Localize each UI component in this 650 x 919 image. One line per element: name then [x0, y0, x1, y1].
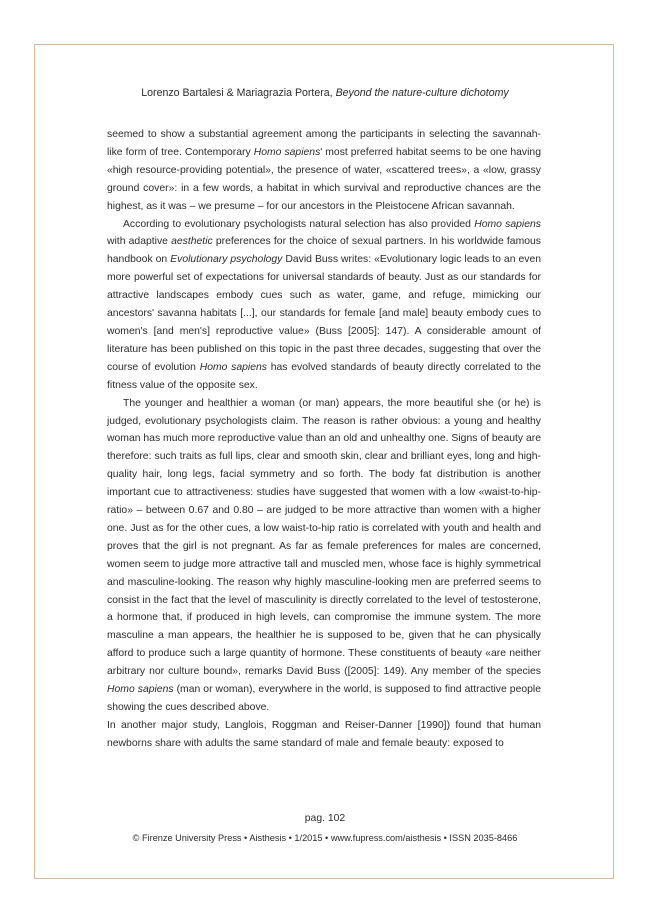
text-run: seemed to show a substantial agreement among the participants in selecting the savannah-like form of tree. Contemporary [107, 129, 541, 158]
italic-run: aesthetic [171, 236, 213, 248]
italic-run: Homo sapiens [107, 684, 174, 696]
italic-run: Evolutionary psychology [170, 254, 283, 266]
page-number: pag. 102 [304, 813, 346, 824]
text-run: with adaptive [107, 236, 172, 248]
journal-footer: © Firenze University Press • Aisthesis • 1/2015 • www.fupress.com/aisthesis • ISSN 2035-8466 [132, 833, 518, 843]
text-run: According to evolutionary psychologists natural selection has also provided [123, 218, 475, 230]
text-run: The younger and healthier a woman (or man) appears, the more beautiful she (or he) is judged, evolutionary psychologists claim. The reason is rather obvious: a young and healthy woman has much more reproductive value than an old and unhealthy one. Signs of beauty are therefore: such traits as full lips, clear and smooth skin, clear and brilliant eyes, long and high-quality hair, long legs, facial symmetry and so forth. The body fat distribution is another important cue to attractiveness: studies have suggested that women with a low «waist-to-hip-ratio» – between 0.67 and 0.80 – are judged to be more attractive than women with a higher one. Just as for the other cues, a low waist-to-hip ratio is correlated with youth and health and proves that the girl is not pregnant. As far as female preferences for males are concerned, women seem to judge more attractive tall and muscled men, whose face is highly symmetrical and masculine-looking. The reason why highly masculine-looking men are preferred seems to consist in the fact that the level of masculinity is directly correlated to the level of testosterone, a hormone that, if produced in high levels, can compromise the immune system. The more masculine a man appears, the healthier he is supposed to be, given that he can physically afford to produce such a large quantity of hormone. These constituents of beauty «are neither arbitrary nor culture bound», remarks David Buss ([2005]: 149). Any member of the species [107, 397, 541, 678]
text-run: David Buss writes: «Evolutionary logic leads to an even more powerful set of expectations for universal standards of beauty. Just as our standards for attractive landscapes embody cues such as water, game, and refuge, mimicking our ancestors' savanna habitats [...], our standards for female [and male] beauty embody cues to women's [and men's] reproductive value» (Buss [2005]: 147). A considerable amount of literature has been published on this topic in the past three decades, suggesting that over the course of evolution [107, 254, 541, 373]
running-header [0, 86, 650, 100]
text-run: preferences for the choice of sexual partners. In his worldwide famous handbook on [107, 236, 541, 266]
italic-run: Homo sapiens [199, 361, 267, 373]
italic-run: Homo sapiens [474, 218, 541, 230]
text-run: (man or woman), everywhere in the world, is supposed to find attractive people showing the cues described above. [107, 684, 541, 713]
paragraph-1 [107, 126, 541, 216]
text-run: In another major study, Langlois, Roggman and Reiser-Danner [1990]) found that human newborns share with adults the same standard of male and female beauty: exposed to [107, 719, 541, 749]
paragraph-4 [107, 717, 541, 753]
header-authors: Lorenzo Bartalesi & Mariagrazia Portera, [141, 87, 336, 99]
article-body [107, 126, 541, 753]
paragraph-2 [107, 216, 541, 395]
text-run: ' most preferred habitat seems to be one having «high resource-providing potential», the presence of water, «scattered trees», a «low, grassy ground cover»: in a few words, a habitat in which survival and reproductive chances are the highest, as it was – we presume – for our ancestors in the Pleistocene African savannah. [107, 146, 541, 212]
paragraph-3 [107, 395, 541, 717]
italic-run: Homo sapiens [253, 146, 321, 158]
header-title: Beyond the nature-culture dichotomy [335, 87, 509, 99]
text-run: has evolved standards of beauty directly correlated to the fitness value of the opposite sex. [107, 361, 541, 391]
